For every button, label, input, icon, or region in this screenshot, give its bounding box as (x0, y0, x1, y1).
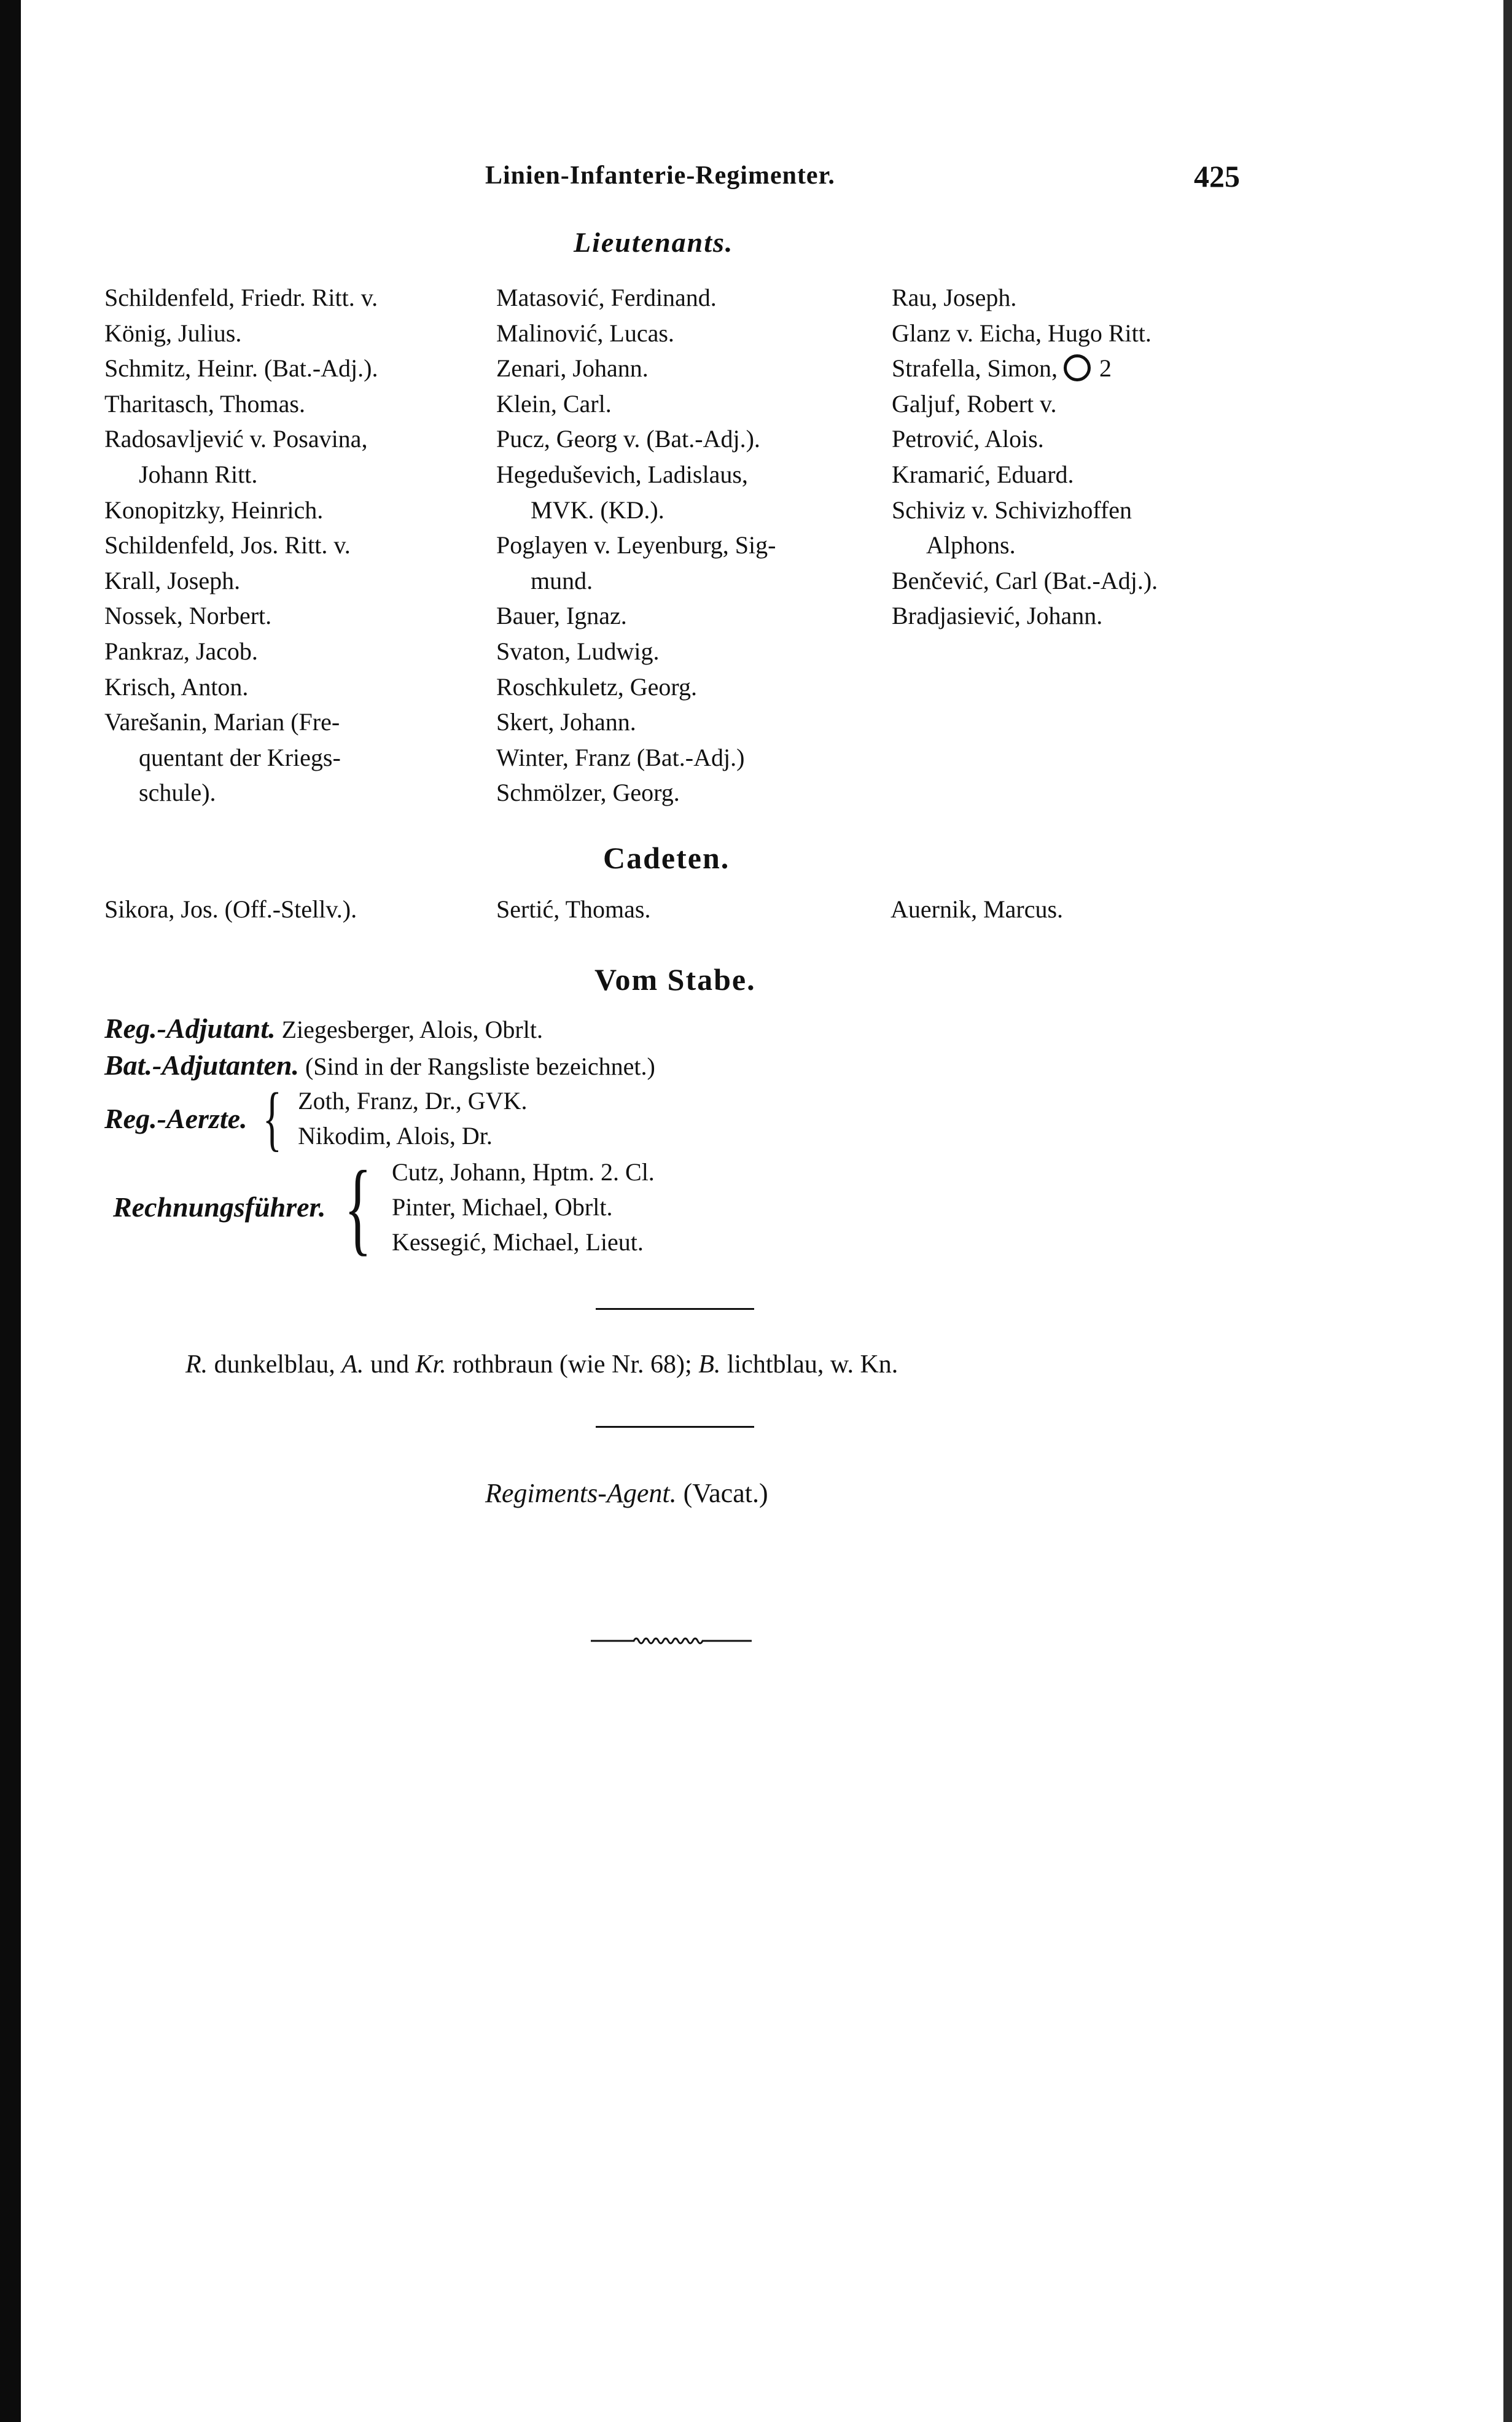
list-item: Skert, Johann. (496, 708, 636, 736)
list-item: Malinović, Lucas. (496, 319, 674, 347)
list-item: Krall, Joseph. (104, 566, 241, 594)
list-item: Poglayen v. Leyenburg, Sig- (496, 531, 776, 559)
reg-adjutant-label: Reg.-Adjutant. (104, 1013, 276, 1044)
footnote-kr-text: rothbraun (wie Nr. 68); (453, 1350, 692, 1379)
list-item: Zoth, Franz, Dr., GVK. (298, 1087, 528, 1115)
brace-icon: { (262, 1078, 282, 1158)
brace-icon: { (344, 1149, 372, 1265)
footnote-b: B. (698, 1350, 721, 1379)
list-item: Pucz, Georg v. (Bat.-Adj.). (496, 425, 760, 453)
list-item: Schmitz, Heinr. (Bat.-Adj.). (104, 354, 378, 383)
footnote-a: A. (341, 1350, 364, 1379)
list-item: Winter, Franz (Bat.-Adj.) (496, 743, 745, 771)
list-item: Schiviz v. Schivizhoffen (892, 496, 1132, 524)
page-edge-right (1503, 0, 1512, 2422)
list-item: Krisch, Anton. (104, 672, 249, 701)
footnote-b-text: lichtblau, w. Kn. (727, 1350, 898, 1379)
lieutenants-column-3 (892, 280, 1272, 634)
list-item: Radosavljević v. Posavina, (104, 425, 368, 453)
list-item-text: Strafella, Simon, (892, 354, 1058, 383)
list-item: Kramarić, Eduard. (892, 460, 1074, 488)
list-item: Varešanin, Marian (Fre- (104, 708, 340, 736)
rechnungsfuehrer-list (392, 1155, 655, 1260)
list-item: schule). (139, 779, 216, 807)
list-item: Bradjasiević, Johann. (892, 602, 1103, 630)
footnote-kr: Kr. (415, 1350, 446, 1379)
ornament-squiggle-icon (591, 1633, 752, 1646)
list-item: Svaton, Ludwig. (496, 637, 660, 665)
cadeten-column-1 (104, 892, 357, 927)
list-item: Rau, Joseph. (892, 284, 1017, 311)
list-item: König, Julius. (104, 319, 242, 347)
list-item: Matasović, Ferdinand. (496, 284, 717, 311)
bat-adjutanten-value: (Sind in der Rangsliste bezeichnet.) (305, 1053, 655, 1080)
lieutenants-column-1 (104, 280, 467, 811)
footnote-und: und (370, 1350, 409, 1379)
list-item: Hegeduševich, Ladislaus, (496, 460, 748, 488)
rechnungsfuehrer-label: Rechnungsführer. (113, 1191, 326, 1223)
list-item: Kessegić, Michael, Lieut. (392, 1228, 644, 1256)
list-item: mund. (531, 566, 593, 594)
lieutenants-column-2 (496, 280, 865, 811)
list-item: Cutz, Johann, Hptm. 2. Cl. (392, 1158, 655, 1186)
list-item: quentant der Kriegs- (139, 743, 341, 771)
list-item: Tharitasch, Thomas. (104, 389, 305, 418)
list-item: Zenari, Johann. (496, 354, 649, 383)
list-item: Benčević, Carl (Bat.-Adj.). (892, 566, 1158, 594)
reg-adjutant-value: Ziegesberger, Alois, Obrlt. (281, 1016, 543, 1043)
reg-aerzte-list (298, 1083, 527, 1153)
list-item: MVK. (KD.). (531, 496, 664, 524)
list-item (892, 351, 1272, 386)
mark-suffix: 2 (1099, 354, 1112, 383)
list-item: Petrović, Alois. (892, 425, 1044, 453)
list-item: Schmölzer, Georg. (496, 779, 680, 807)
list-item: Sikora, Jos. (Off.-Stellv.). (104, 895, 357, 923)
list-item: Glanz v. Eicha, Hugo Ritt. (892, 319, 1152, 347)
list-item: Pinter, Michael, Obrlt. (392, 1193, 613, 1221)
divider (596, 1308, 754, 1310)
list-item: Johann Ritt. (139, 460, 258, 488)
list-item: Auernik, Marcus. (890, 895, 1064, 923)
list-item: Galjuf, Robert v. (892, 389, 1057, 418)
list-item: Alphons. (926, 531, 1016, 559)
list-item: Klein, Carl. (496, 389, 612, 418)
list-item: Schildenfeld, Jos. Ritt. v. (104, 531, 351, 559)
page-edge-left (0, 0, 21, 2422)
reg-aerzte-group (104, 1078, 528, 1158)
reg-aerzte-label: Reg.-Aerzte. (104, 1102, 247, 1134)
cadeten-title: Cadeten. (603, 841, 730, 875)
list-item: Pankraz, Jacob. (104, 637, 258, 665)
list-item: Nikodim, Alois, Dr. (298, 1122, 493, 1150)
list-item: Konopitzky, Heinrich. (104, 496, 324, 524)
reg-adjutant-row (104, 1012, 543, 1045)
running-header: Linien-Infanterie-Regimenter. (485, 162, 835, 190)
list-item: Sertić, Thomas. (496, 895, 651, 923)
footnote-r: R. (185, 1350, 208, 1379)
bat-adjutanten-label: Bat.-Adjutanten. (104, 1049, 299, 1081)
list-item: Schildenfeld, Friedr. Ritt. v. (104, 284, 378, 311)
agent-label: Regiments-Agent. (485, 1478, 677, 1508)
regiments-agent (485, 1478, 768, 1509)
list-item: Bauer, Ignaz. (496, 602, 627, 630)
agent-value: (Vacat.) (683, 1478, 768, 1508)
rechnungsfuehrer-group (113, 1149, 655, 1265)
cadeten-column-2 (496, 892, 650, 927)
lieutenants-title: Lieutenants. (574, 227, 734, 258)
divider (596, 1426, 754, 1428)
color-footnote (185, 1350, 898, 1379)
stab-title: Vom Stabe. (594, 962, 756, 997)
bat-adjutanten-row (104, 1049, 655, 1081)
page-number: 425 (1194, 159, 1240, 193)
list-item: Roschkuletz, Georg. (496, 672, 697, 701)
list-item: Nossek, Norbert. (104, 602, 272, 630)
cadeten-column-3 (890, 892, 1063, 927)
footnote-r-text: dunkelblau, (214, 1350, 335, 1379)
circle-mark-icon (1064, 354, 1091, 381)
